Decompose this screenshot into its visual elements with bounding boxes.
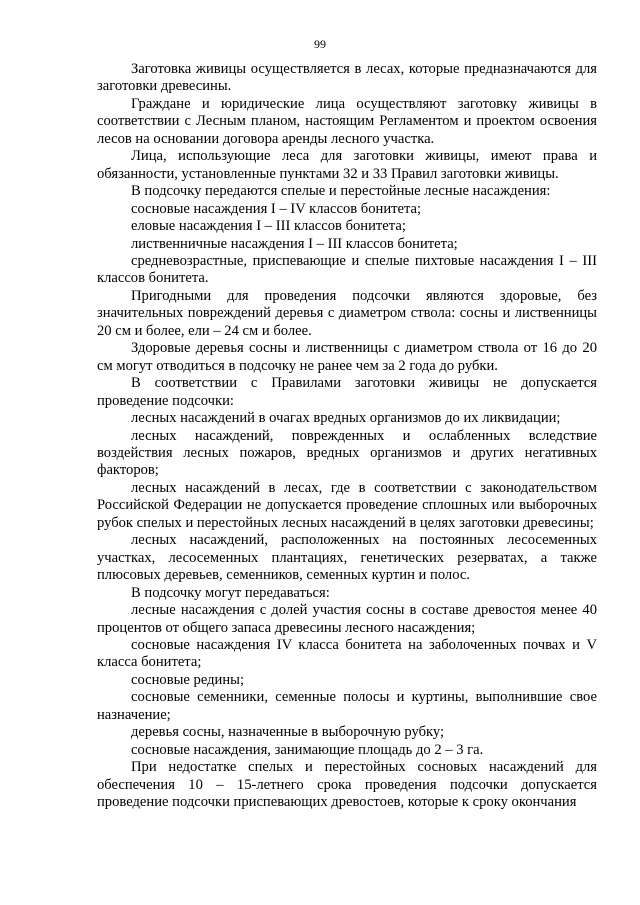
list-item: лесных насаждений, расположенных на постоянных лесосеменных участках, лесосеменных плантациях, генетических резерватах, а также плюсовых деревьев, семенников, семенных куртин и полос.	[97, 532, 597, 584]
list-item: лесных насаждений в лесах, где в соответствии с законодательством Российской Федерации не допускается проведение сплошных или выборочных рубок спелых и перестойных лесных насаждений в целях заготовки древесины;	[97, 479, 597, 531]
list-item: лесных насаждений в очагах вредных организмов до их ликвидации;	[131, 410, 561, 427]
list-item: средневозрастные, приспевающие и спелые пихтовые насаждения I – III классов бонитета.	[97, 252, 597, 287]
list-item: сосновые насаждения I – IV классов бонитета;	[131, 200, 422, 217]
paragraph: При недостатке спелых и перестойных сосновых насаждений для обеспечения 10 – 15-летнего срока проведения подсочки допускается проведение подсочки приспевающих древостоев, которые к сроку окончания	[97, 759, 597, 811]
page-number: 99	[314, 37, 326, 51]
document-body	[97, 61, 597, 811]
list-item: сосновые семенники, семенные полосы и куртины, выполнившие свое назначение;	[97, 689, 597, 723]
paragraph: Заготовка живицы осуществляется в лесах, которые предназначаются для заготовки древесины.	[97, 61, 597, 95]
list-item: деревья сосны, назначенные в выборочную рубку;	[131, 724, 445, 741]
list-item: сосновые редины;	[131, 671, 245, 688]
paragraph: В соответствии с Правилами заготовки живицы не допускается проведение подсочки:	[97, 375, 597, 409]
paragraph: Лица, использующие леса для заготовки живицы, имеют права и обязанности, установленные пунктами 32 и 33 Правил заготовки живицы.	[97, 148, 597, 182]
list-item: лесные насаждения с долей участия сосны в составе древостоя менее 40 процентов от общего запаса древесины лесного насаждения;	[97, 602, 597, 636]
paragraph: В подсочку передаются спелые и перестойные лесные насаждения:	[131, 183, 551, 200]
list-item: еловые насаждения I – III классов бонитета;	[131, 218, 406, 235]
list-item: сосновые насаждения IV класса бонитета на заболоченных почвах и V класса бонитета;	[97, 636, 597, 671]
list-item: лиственничные насаждения I – III классов бонитета;	[131, 235, 458, 252]
list-item: лесных насаждений, поврежденных и ослабленных вследствие воздействия лесных пожаров, вредных организмов и других негативных факторов;	[97, 427, 597, 479]
paragraph: Здоровые деревья сосны и лиственницы с диаметром ствола от 16 до 20 см могут отводиться в подсочку не ранее чем за 2 года до рубки.	[97, 340, 597, 374]
paragraph: Граждане и юридические лица осуществляют заготовку живицы в соответствии с Лесным планом, настоящим Регламентом и проектом освоения лесов на основании договора аренды лесного участка.	[97, 95, 597, 147]
paragraph: Пригодными для проведения подсочки являются здоровые, без значительных повреждений деревья с диаметром ствола: сосны и лиственницы 20 см и более, ели – 24 см и более.	[97, 287, 597, 339]
list-item: сосновые насаждения, занимающие площадь до 2 – 3 га.	[131, 741, 484, 758]
paragraph: В подсочку могут передаваться:	[131, 584, 330, 601]
